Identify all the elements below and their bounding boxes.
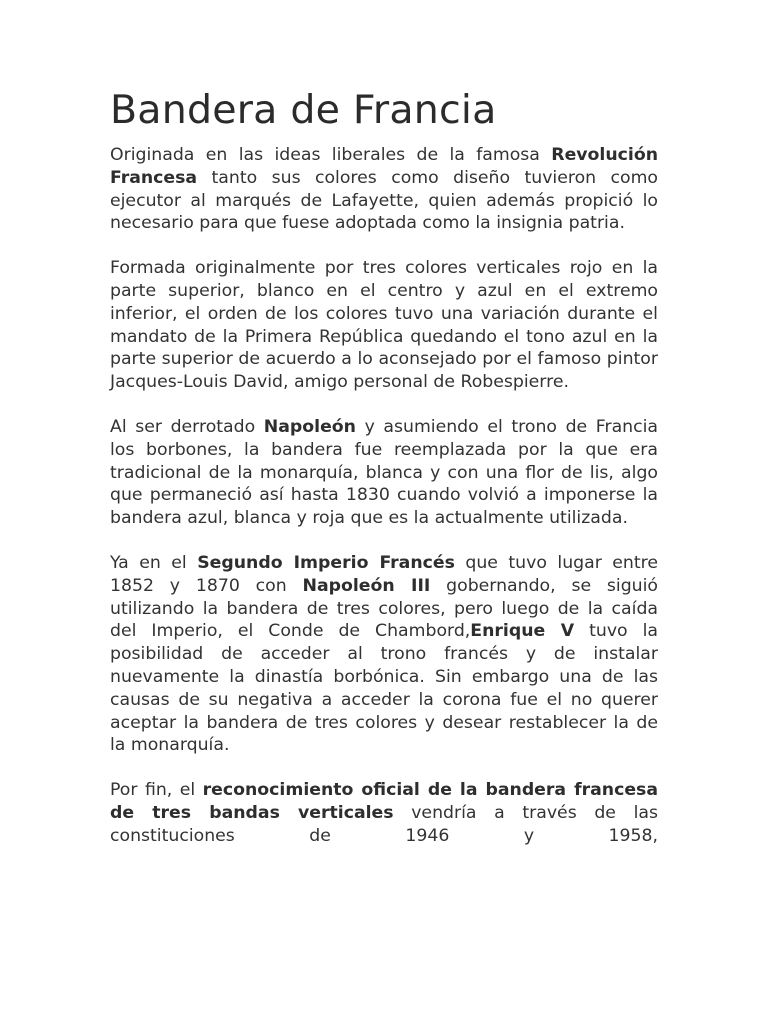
- bold-term-napoleon-iii: Napoleón III: [302, 575, 431, 596]
- paragraph-official-recognition: [110, 779, 658, 847]
- document-page: [110, 86, 658, 848]
- bold-term-segundo-imperio: Segundo Imperio Francés: [197, 552, 455, 573]
- paragraph-text: que tuvo lugar entre 1852 y 1870 con: [110, 552, 659, 596]
- paragraph-colors: [110, 257, 658, 394]
- paragraph-text: y asumiendo el trono de Francia los borbones, la bandera fue reemplazada por la que era tradicional de la monarquía, blanca y con una flor de lis, algo que permaneció así hasta 1830 cuando volvió a imponerse la bandera azul, blanca y roja que es la actualmente utilizada.: [110, 416, 659, 529]
- paragraph-text: Al ser derrotado: [110, 416, 264, 437]
- paragraph-text: tanto sus colores como diseño tuvieron como ejecutor al marqués de Lafayette, quien además propició lo necesario para que fuese adoptada como la insignia patria.: [110, 167, 658, 234]
- paragraph-text: Por fin, el: [110, 780, 203, 801]
- paragraph-origin: [110, 144, 658, 235]
- bold-term-revolucion-francesa: Revolución Francesa: [110, 145, 658, 188]
- paragraph-text: Originada en las ideas liberales de la famosa: [110, 145, 552, 165]
- paragraph-second-empire: [110, 552, 658, 757]
- paragraph-text: tuvo la posibilidad de acceder al trono francés y de instalar nuevamente la dinastía borbónica. Sin embargo una de las causas de su negativa a acceder la corona fue el no querer aceptar la bandera de tres colores y desear restablecer la de la monarquía.: [110, 621, 659, 756]
- page-title: Bandera de Francia: [110, 87, 497, 133]
- bold-term-enrique-v: Enrique V: [470, 621, 575, 642]
- paragraph-text: vendría a través de las constituciones de 1946 y 1958,: [110, 802, 658, 846]
- bold-term-reconocimiento-oficial: reconocimiento oficial de la bandera francesa de tres bandas verticales: [110, 780, 658, 823]
- bold-term-napoleon: Napoleón: [263, 416, 356, 437]
- paragraph-text: Ya en el: [110, 552, 198, 573]
- paragraph-text: Formada originalmente por tres colores verticales rojo en la parte superior, blanco en el centro y azul en el extremo inferior, el orden de los colores tuvo una variación durante el mandato de la Primera República quedando el tono azul en la parte superior de acuerdo a lo aconsejado por el famoso pintor Jacques-Louis David, amigo personal de Robespierre.: [110, 258, 658, 393]
- paragraph-text: gobernando, se siguió utilizando la bandera de tres colores, pero luego de la caída del Imperio, el Conde de Chambord,: [110, 575, 658, 642]
- paragraph-napoleon: [110, 416, 658, 530]
